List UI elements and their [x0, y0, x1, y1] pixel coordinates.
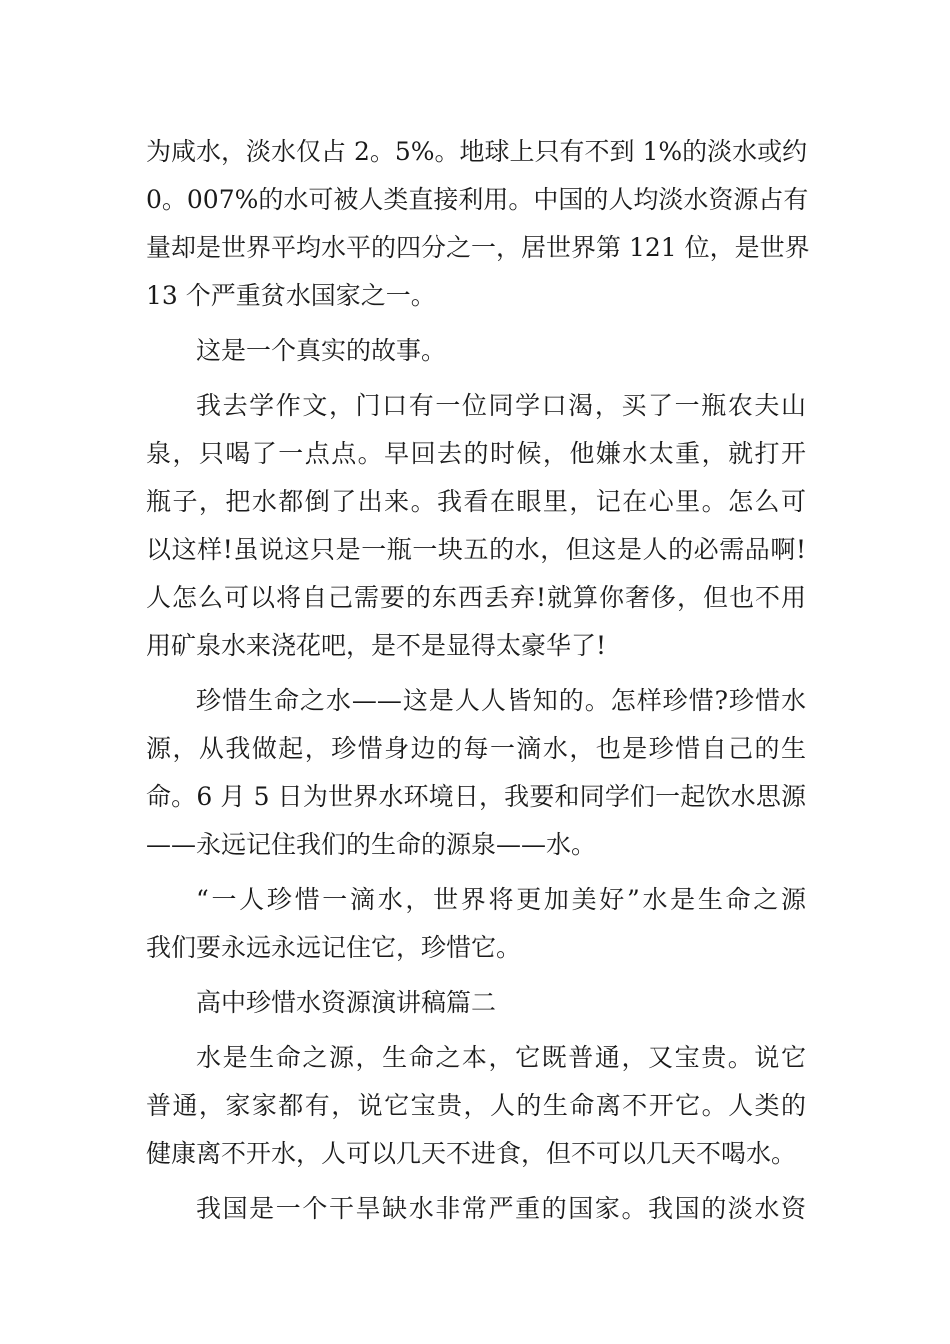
text-line: 健康离不开水，人可以几天不进食，但不可以几天不喝水。 [146, 1139, 797, 1168]
text-line: 瓶子，把水都倒了出来。我看在眼里，记在心里。怎么可 [146, 487, 806, 516]
text-line: 我去学作文，门口有一位同学口渴，买了一瓶农夫山 [196, 391, 806, 420]
section-heading [146, 979, 806, 1027]
text-line: “一人珍惜一滴水，世界将更加美好”水是生命之源 [196, 885, 806, 914]
text-line: ——永远记住我们的生命的源泉——水。 [146, 830, 597, 859]
text-line: 水是生命之源，生命之本，它既普通，又宝贵。说它 [196, 1043, 806, 1072]
text-line: 普通，家家都有，说它宝贵，人的生命离不开它。人类的 [146, 1091, 806, 1120]
text-line: 我国是一个干旱缺水非常严重的国家。我国的淡水资 [196, 1194, 806, 1223]
text-line: 量却是世界平均水平的四分之一，居世界第 121 位，是世界 [146, 233, 810, 262]
text-line: 高中珍惜水资源演讲稿篇二 [196, 988, 497, 1017]
text-line: 我们要永远永远记住它，珍惜它。 [146, 933, 522, 962]
text-line: 以这样!虽说这只是一瓶一块五的水，但这是人的必需品啊! [146, 535, 806, 564]
text-line: 命。6 月 5 日为世界水环境日，我要和同学们一起饮水思源 [146, 782, 806, 811]
paragraph-cherish-water [146, 677, 806, 869]
document-body [146, 128, 810, 1233]
paragraph-true-story [146, 327, 806, 375]
text-line: 13 个严重贫水国家之一。 [146, 281, 436, 310]
paragraph-water-statistics [146, 128, 810, 320]
paragraph-source-of-life [146, 1034, 806, 1178]
text-line: 源，从我做起，珍惜身边的每一滴水，也是珍惜自己的生 [146, 734, 806, 763]
paragraph-classmate-story [146, 382, 806, 670]
text-line: 用矿泉水来浇花吧，是不是显得太豪华了! [146, 631, 607, 660]
text-line: 泉，只喝了一点点。早回去的时候，他嫌水太重，就打开 [146, 439, 806, 468]
text-line: 人怎么可以将自己需要的东西丢弃!就算你奢侈，但也不用 [146, 583, 806, 612]
text-line: 这是一个真实的故事。 [196, 336, 447, 365]
text-line: 珍惜生命之水——这是人人皆知的。怎样珍惜?珍惜水 [196, 686, 806, 715]
paragraph-drought-country [146, 1185, 806, 1233]
text-line: 为咸水，淡水仅占 2。5%。地球上只有不到 1%的淡水或约 [146, 137, 808, 166]
text-line: 0。007%的水可被人类直接利用。中国的人均淡水资源占有 [146, 185, 809, 214]
paragraph-one-drop [146, 876, 806, 972]
